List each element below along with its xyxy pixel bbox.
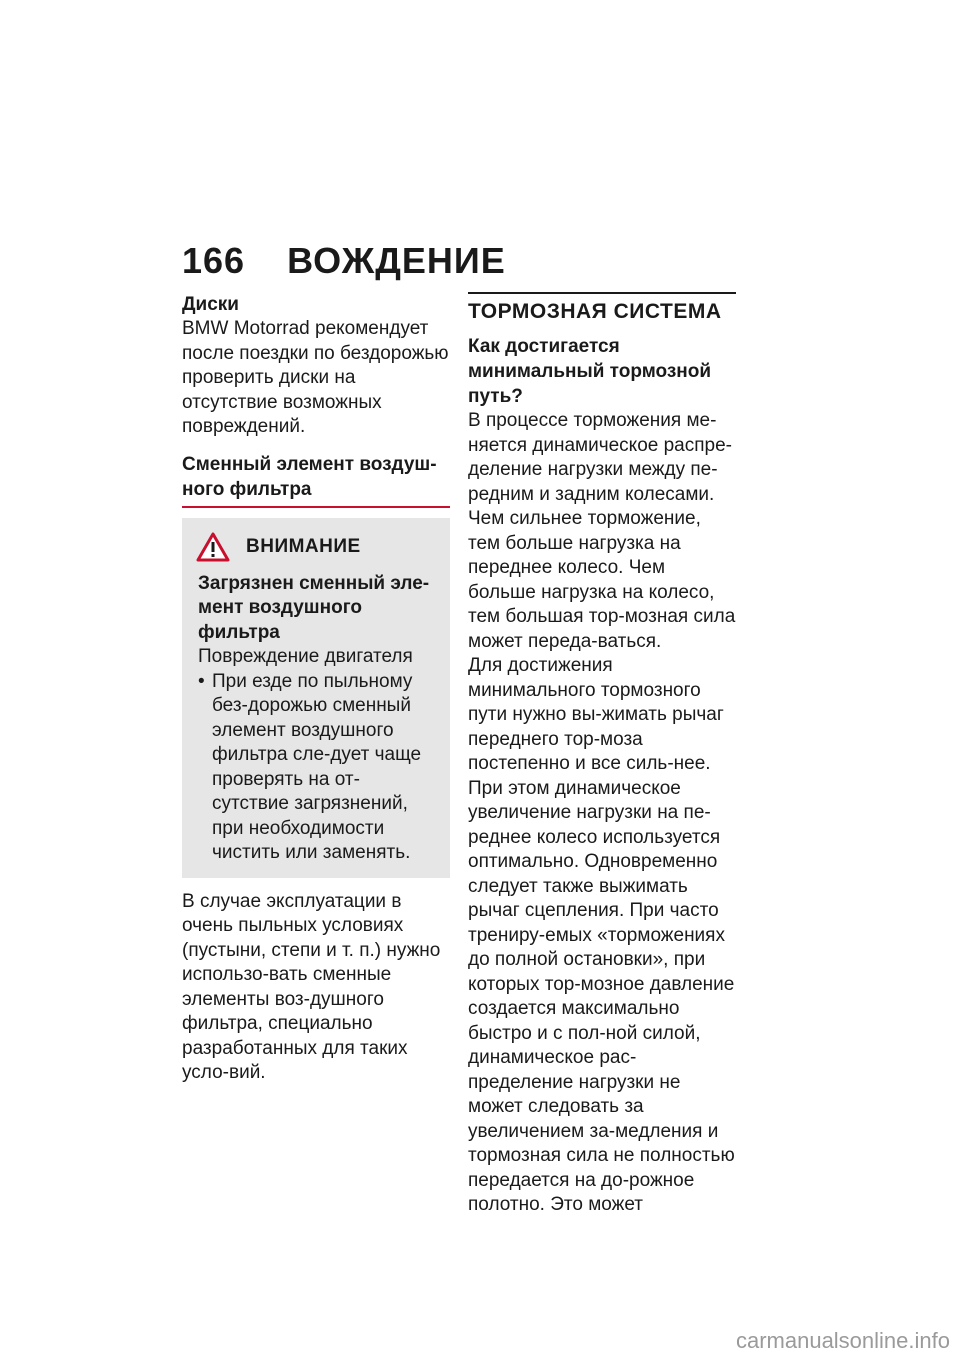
warning-bullet — [198, 670, 434, 866]
page-header — [182, 240, 506, 282]
page-section-title: ВОЖДЕНИЕ — [287, 240, 506, 281]
braking-paragraph-1: В процессе торможения ме-няется динамическое распре-деление нагрузки между пе-редним и задним колесами. Чем сильнее торможение, тем больше нагрузка на переднее колесо. Чем больше нагрузка на колесо, тем большая тор-мозная сила может переда-ваться. — [468, 410, 736, 652]
braking-distance-question: Как достигается минимальный тормозной путь? — [468, 336, 712, 407]
dusty-conditions-text: В случае эксплуатации в очень пыльных условиях (пустыни, степи и т. п.) нужно использо-вать сменные элементы воз-душного фильтра, специально разработанных для таких усло-вий. — [182, 890, 441, 1083]
brake-system-title: ТОРМОЗНАЯ СИСТЕМА — [468, 292, 736, 324]
warning-label: ВНИМАНИЕ — [246, 535, 361, 557]
warning-consequence: Повреждение двигателя — [198, 646, 413, 667]
disks-heading: Диски — [182, 294, 239, 315]
air-filter-heading: Сменный элемент воздуш-ного фильтра — [182, 453, 437, 500]
warning-header — [188, 532, 434, 562]
bullet-icon: • — [198, 670, 205, 692]
left-column — [182, 292, 450, 1086]
warning-subtitle: Загрязнен сменный эле-мент воздушного фильтра — [198, 572, 430, 643]
braking-paragraph-2: Для достижения минимального тормозного пути нужно вы-жимать рычаг переднего тор-моза постепенно и все силь-нее. При этом динамическое увеличение нагрузки на пе-реднее колесо используется оптимально. Одновременно следует также выжимать рычаг сцепления. При часто трениру-емых «торможениях до полной остановки», при которых тор-мозное давление создается максимально быстро и с пол-ной силой, динамическое рас-пределение нагрузки не может следовать за увеличением за-медления и тормозная сила не полностью передается на до-рожное полотно. Это может — [468, 655, 735, 1215]
page-number: 166 — [182, 240, 246, 281]
disks-text: BMW Motorrad рекомендует после поездки по бездорожью проверить диски на отсутствие возможных повреждений. — [182, 318, 449, 437]
red-divider — [182, 506, 450, 508]
warning-bullet-text: При езде по пыльному без-дорожью сменный элемент воздушного фильтра сле-дует чаще проверять на от-сутствие загрязнений, при необходимости чистить или заменять. — [212, 670, 422, 863]
warning-triangle-icon — [196, 532, 230, 562]
right-column — [468, 292, 736, 1218]
watermark: carmanualsonline.info — [735, 1328, 950, 1353]
warning-box — [182, 518, 450, 878]
